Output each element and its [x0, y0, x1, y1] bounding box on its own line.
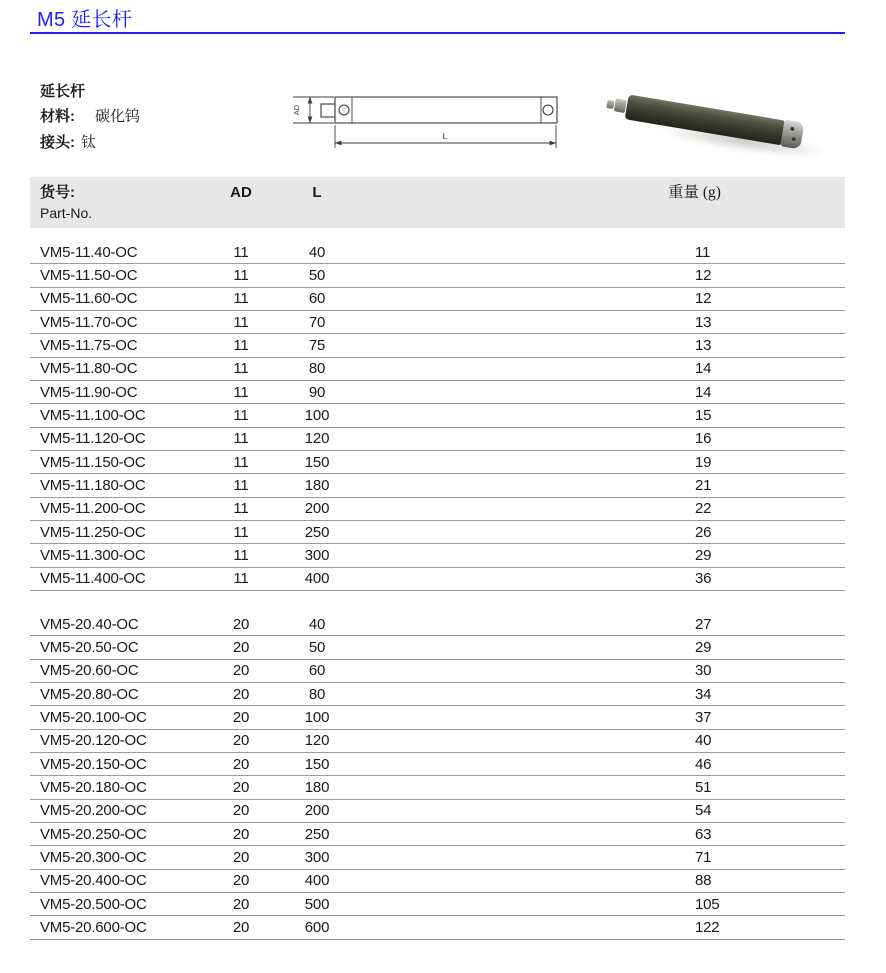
part-number-cell: VM5-20.600-OC: [40, 918, 147, 936]
weight-cell: 14: [695, 360, 712, 378]
col-header-weight: 重量 (g): [668, 184, 721, 201]
table-row-group: [30, 241, 845, 591]
length-cell: 40: [308, 243, 326, 261]
part-number-cell: VM5-11.40-OC: [40, 243, 138, 261]
weight-cell: 19: [695, 453, 712, 471]
table-row: [30, 846, 845, 869]
part-number-cell: VM5-20.150-OC: [40, 755, 147, 773]
table-row: [30, 706, 845, 729]
table-row: [30, 800, 845, 823]
part-number-cell: VM5-11.80-OC: [40, 360, 138, 378]
weight-cell: 40: [695, 732, 712, 750]
length-cell: 250: [304, 523, 330, 541]
table-row: [30, 683, 845, 706]
table-row: [30, 636, 845, 659]
col-header-part-en: Part-No.: [40, 205, 93, 221]
weight-cell: 88: [695, 872, 712, 890]
ad-cell: 20: [232, 732, 250, 750]
length-cell: 180: [304, 778, 330, 796]
weight-cell: 21: [695, 476, 712, 494]
table-body: [30, 241, 845, 940]
table-row: [30, 474, 845, 497]
page-title-block: [37, 3, 132, 32]
weight-cell: 37: [695, 708, 712, 726]
ad-cell: 11: [233, 570, 249, 588]
weight-cell: 12: [695, 290, 712, 308]
part-number-cell: VM5-20.300-OC: [40, 848, 147, 866]
part-number-cell: VM5-20.80-OC: [40, 685, 139, 703]
weight-cell: 63: [695, 825, 712, 843]
weight-cell: 71: [695, 848, 712, 866]
part-number-cell: VM5-20.250-OC: [40, 825, 147, 843]
joint-label: 接头:: [40, 134, 75, 151]
part-number-cell: VM5-11.90-OC: [40, 383, 138, 401]
part-number-cell: VM5-11.70-OC: [40, 313, 138, 331]
table-header: [30, 177, 845, 228]
ad-cell: 11: [233, 453, 249, 471]
length-cell: 120: [304, 732, 330, 750]
part-number-cell: VM5-11.60-OC: [40, 290, 138, 308]
arrow-up-icon: [308, 97, 313, 104]
drawing-hole-left: [339, 105, 349, 115]
joint-value: 钛: [81, 135, 97, 151]
weight-cell: 54: [695, 802, 712, 820]
weight-cell: 13: [695, 313, 712, 331]
weight-cell: 16: [695, 430, 712, 448]
col-header-part-cn: 货号:: [40, 184, 75, 201]
table-row-group: [30, 613, 845, 940]
part-number-cell: VM5-20.60-OC: [40, 662, 139, 680]
cap-hole: [791, 137, 796, 142]
ad-cell: 11: [233, 523, 249, 541]
part-number-cell: VM5-11.200-OC: [40, 500, 146, 518]
table-row: [30, 521, 845, 544]
length-cell: 180: [304, 476, 330, 494]
part-number-cell: VM5-11.400-OC: [40, 570, 146, 588]
weight-cell: 11: [695, 243, 711, 261]
table-row: [30, 428, 845, 451]
length-cell: 250: [304, 825, 330, 843]
product-photo: [593, 70, 883, 168]
ad-cell: 20: [232, 872, 250, 890]
length-cell: 40: [308, 615, 326, 633]
length-cell: 120: [304, 430, 330, 448]
table-row: [30, 334, 845, 357]
ad-cell: 11: [233, 290, 249, 308]
arrow-down-icon: [308, 117, 313, 124]
part-number-cell: VM5-11.180-OC: [40, 476, 146, 494]
table-row: [30, 823, 845, 846]
part-number-cell: VM5-11.150-OC: [40, 453, 146, 471]
ad-cell: 20: [232, 755, 250, 773]
ad-cell: 20: [232, 638, 250, 656]
ad-cell: 11: [233, 406, 249, 424]
weight-cell: 105: [695, 895, 720, 913]
part-number-cell: VM5-20.120-OC: [40, 732, 147, 750]
part-number-cell: VM5-11.300-OC: [40, 546, 146, 564]
col-header-length: L: [312, 184, 322, 201]
length-cell: 70: [308, 313, 326, 331]
weight-cell: 22: [695, 500, 712, 518]
dim-label-ad: AD: [292, 104, 301, 116]
length-cell: 80: [308, 685, 326, 703]
table-row: [30, 241, 845, 264]
drawing-stub-outline: [321, 104, 335, 117]
length-cell: 300: [304, 546, 330, 564]
weight-cell: 14: [695, 383, 712, 401]
parts-table: [30, 177, 845, 940]
table-row: [30, 568, 845, 591]
technical-drawing: [285, 80, 575, 165]
table-row: [30, 288, 845, 311]
length-cell: 300: [304, 848, 330, 866]
length-cell: 50: [308, 266, 326, 284]
ad-cell: 20: [232, 708, 250, 726]
page-title: M5 延长杆: [37, 9, 133, 31]
length-cell: 400: [304, 872, 330, 890]
weight-cell: 26: [695, 523, 712, 541]
weight-cell: 12: [695, 266, 712, 284]
ad-cell: 11: [233, 360, 249, 378]
length-cell: 60: [308, 662, 326, 680]
length-cell: 50: [308, 638, 326, 656]
table-row: [30, 498, 845, 521]
length-cell: 200: [304, 802, 330, 820]
part-number-cell: VM5-20.100-OC: [40, 708, 147, 726]
ad-cell: 11: [233, 546, 249, 564]
table-row: [30, 311, 845, 334]
product-name: 延长杆: [40, 83, 86, 100]
length-cell: 200: [304, 500, 330, 518]
part-number-cell: VM5-11.120-OC: [40, 430, 146, 448]
length-cell: 100: [304, 406, 330, 424]
col-header-part: [40, 182, 221, 228]
part-number-cell: VM5-20.50-OC: [40, 638, 139, 656]
arrow-left-icon: [335, 141, 342, 146]
length-cell: 60: [308, 290, 326, 308]
part-number-cell: VM5-20.180-OC: [40, 778, 147, 796]
ad-cell: 20: [232, 662, 250, 680]
part-number-cell: VM5-20.200-OC: [40, 802, 147, 820]
part-number-cell: VM5-11.75-OC: [40, 336, 138, 354]
drawing-rod-outline: [335, 97, 557, 123]
weight-cell: 36: [695, 570, 712, 588]
table-row: [30, 776, 845, 799]
ad-cell: 11: [233, 243, 249, 261]
ad-cell: 20: [232, 685, 250, 703]
length-cell: 100: [304, 708, 330, 726]
title-underline: [30, 32, 845, 34]
table-row: [30, 544, 845, 567]
weight-cell: 51: [695, 778, 712, 796]
weight-cell: 34: [695, 685, 712, 703]
col-header-ad: AD: [230, 184, 252, 201]
part-number-cell: VM5-11.250-OC: [40, 523, 146, 541]
table-row: [30, 753, 845, 776]
table-row: [30, 404, 845, 427]
table-row: [30, 870, 845, 893]
part-number-cell: VM5-20.40-OC: [40, 615, 139, 633]
drawing-hole-right: [543, 105, 553, 115]
weight-cell: 13: [695, 336, 712, 354]
weight-cell: 30: [695, 662, 712, 680]
arrow-right-icon: [550, 141, 557, 146]
weight-cell: 29: [695, 546, 712, 564]
table-row: [30, 381, 845, 404]
product-info: [40, 79, 140, 156]
ad-cell: 11: [233, 266, 249, 284]
ad-cell: 20: [232, 848, 250, 866]
length-cell: 600: [304, 918, 330, 936]
cap-hole: [790, 127, 795, 132]
length-cell: 400: [304, 570, 330, 588]
spec-material: [40, 104, 140, 130]
part-number-cell: VM5-11.100-OC: [40, 406, 146, 424]
ad-cell: 20: [232, 778, 250, 796]
ad-cell: 11: [233, 336, 249, 354]
ad-cell: 20: [232, 918, 250, 936]
ad-cell: 11: [233, 430, 249, 448]
length-cell: 80: [308, 360, 326, 378]
length-cell: 500: [304, 895, 330, 913]
table-row: [30, 358, 845, 381]
table-row: [30, 730, 845, 753]
table-row: [30, 916, 845, 939]
ad-cell: 11: [233, 313, 249, 331]
ad-cell: 11: [233, 383, 249, 401]
ad-cell: 20: [232, 802, 250, 820]
rod-connector: [614, 98, 627, 113]
dim-label-l: L: [442, 131, 448, 141]
length-cell: 90: [308, 383, 326, 401]
weight-cell: 15: [695, 406, 712, 424]
weight-cell: 27: [695, 615, 712, 633]
weight-cell: 29: [695, 638, 712, 656]
ad-cell: 20: [232, 895, 250, 913]
part-number-cell: VM5-11.50-OC: [40, 266, 138, 284]
ad-cell: 20: [232, 615, 250, 633]
spec-joint: [40, 130, 140, 156]
table-row: [30, 451, 845, 474]
material-value: 碳化钨: [95, 109, 141, 125]
table-row: [30, 264, 845, 287]
length-cell: 150: [304, 755, 330, 773]
table-row: [30, 893, 845, 916]
part-number-cell: VM5-20.400-OC: [40, 872, 147, 890]
length-cell: 75: [308, 336, 326, 354]
ad-cell: 11: [233, 476, 249, 494]
weight-cell: 46: [695, 755, 712, 773]
material-label: 材料:: [40, 108, 75, 125]
table-row: [30, 613, 845, 636]
length-cell: 150: [304, 453, 330, 471]
weight-cell: 122: [695, 918, 720, 936]
part-number-cell: VM5-20.500-OC: [40, 895, 147, 913]
ad-cell: 11: [233, 500, 249, 518]
table-row: [30, 660, 845, 683]
ad-cell: 20: [232, 825, 250, 843]
